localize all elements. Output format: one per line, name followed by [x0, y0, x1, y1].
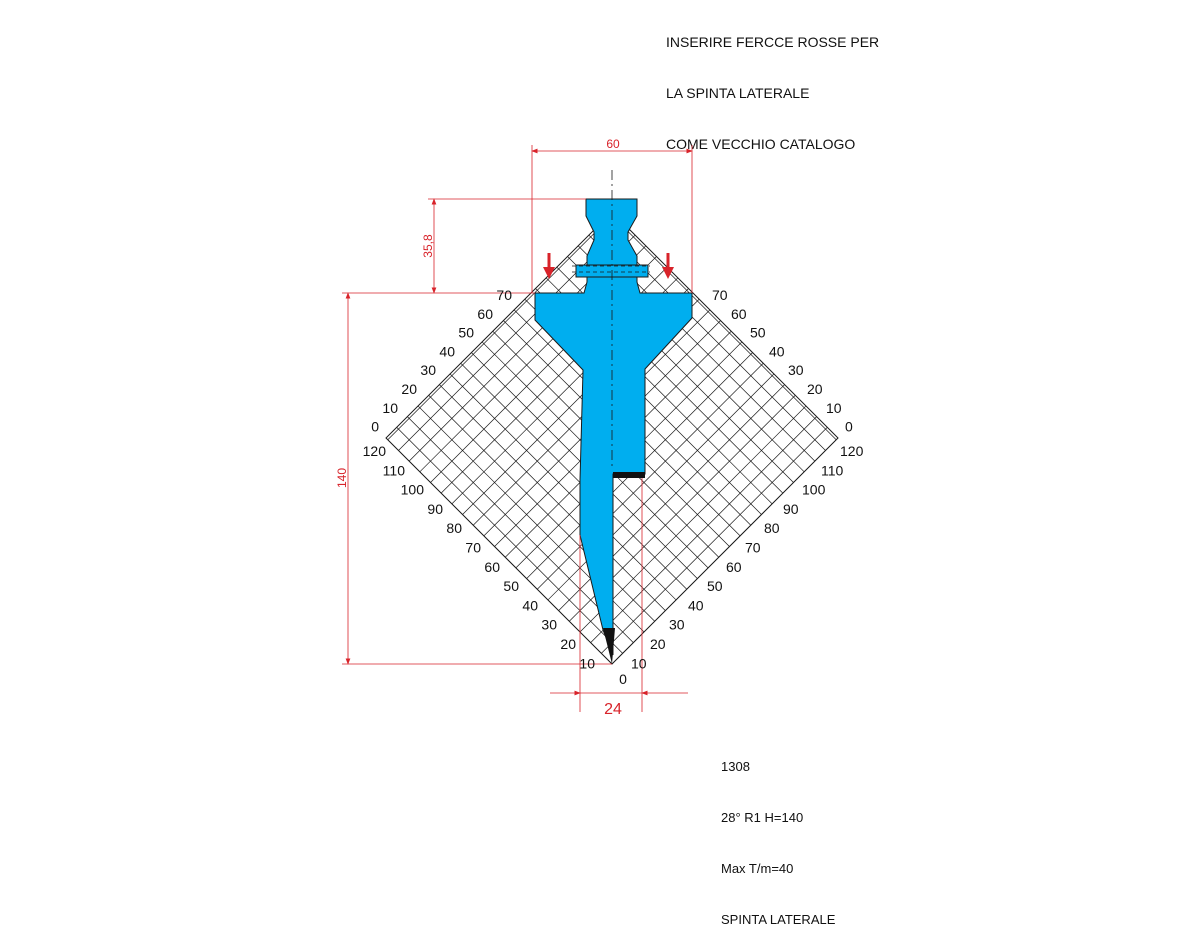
- left-lower-scale-label: 50: [503, 578, 519, 595]
- grid-line: [329, 147, 729, 547]
- grid-line: [505, 157, 905, 557]
- left-lower-scale-label: 70: [465, 539, 481, 556]
- grid-line: [516, 168, 916, 568]
- right-lower-scale-label: 20: [650, 636, 666, 652]
- right-lower-scale-label: 100: [802, 481, 826, 498]
- tool-bottom-bar: [613, 472, 645, 478]
- right-upper-scale-label: 50: [750, 324, 766, 341]
- spec-line-type: SPINTA LATERALE: [721, 912, 836, 927]
- left-lower-scale-label: 90: [427, 500, 443, 517]
- tool-specification: [721, 724, 835, 945]
- left-lower-scale-label: 10: [579, 655, 595, 672]
- width-label: 60: [606, 137, 620, 151]
- left-upper-scale-label: 30: [420, 362, 436, 379]
- right-lower-scale-label: 120: [840, 443, 864, 459]
- note-line-3: COME VECCHIO CATALOGO: [666, 136, 856, 152]
- right-upper-scale-label: 60: [731, 305, 747, 322]
- left-upper-scale-label: 60: [477, 305, 493, 322]
- right-lower-scale-label: 70: [745, 539, 761, 556]
- right-upper-scale-label: 20: [807, 381, 823, 397]
- left-upper-scale-label: 10: [382, 399, 398, 416]
- spec-line-load: Max T/m=40: [721, 861, 794, 876]
- tang-height-label: 35,8: [421, 234, 435, 258]
- right-upper-scale-label: 70: [712, 287, 728, 303]
- left-lower-scale-label: 20: [560, 636, 576, 652]
- left-lower-scale-label: 110: [382, 462, 405, 479]
- right-upper-scale-label: 10: [826, 399, 842, 416]
- total-height-label: 140: [335, 467, 349, 489]
- right-lower-scale-label: 10: [631, 655, 647, 672]
- left-lower-scale-label: 80: [446, 520, 462, 537]
- left-lower-scale-label: 30: [541, 616, 557, 633]
- note-line-2: LA SPINTA LATERALE: [666, 85, 810, 101]
- right-lower-scale-label: 50: [707, 578, 723, 595]
- tool-tip: [603, 628, 615, 664]
- right-lower-scale-label: 30: [669, 616, 685, 633]
- left-lower-scale-label: 60: [484, 558, 500, 575]
- force-arrow-left-icon: [543, 253, 555, 279]
- right-upper-scale-label: 40: [769, 343, 785, 360]
- right-lower-scale-label: 90: [783, 500, 799, 517]
- grid-line: [377, 29, 777, 429]
- left-upper-scale-label: 70: [496, 287, 512, 303]
- left-lower-scale-label: 100: [400, 481, 424, 498]
- left-upper-scale-label: 50: [458, 324, 474, 341]
- force-arrow-right-icon: [662, 253, 674, 279]
- grid-line: [319, 157, 719, 557]
- grid-line: [447, 29, 847, 429]
- left-upper-scale-label: 20: [401, 381, 417, 397]
- left-upper-scale-label: 40: [439, 343, 455, 360]
- spec-line-angle: 28° R1 H=140: [721, 810, 804, 825]
- right-upper-scale-label: 30: [788, 362, 804, 379]
- right-lower-scale-label: 60: [726, 558, 742, 575]
- right-lower-scale-label: 40: [688, 597, 704, 614]
- left-lower-scale-label: 40: [522, 597, 538, 614]
- tip-offset-label: 24: [604, 701, 622, 718]
- dimension-tang-height: [421, 199, 586, 293]
- spec-line-code: 1308: [721, 759, 750, 774]
- left-lower-scale-label: 120: [362, 443, 386, 459]
- right-upper-scale-label: 0: [845, 418, 853, 435]
- grid-line: [308, 168, 708, 568]
- grid-line: [495, 147, 895, 547]
- right-lower-scale-label: 110: [821, 462, 844, 479]
- origin-label: 0: [619, 671, 627, 687]
- note-line-1: INSERIRE FERCCE ROSSE PER: [666, 34, 880, 50]
- left-upper-scale-label: 0: [371, 418, 379, 435]
- right-lower-scale-label: 80: [764, 520, 780, 537]
